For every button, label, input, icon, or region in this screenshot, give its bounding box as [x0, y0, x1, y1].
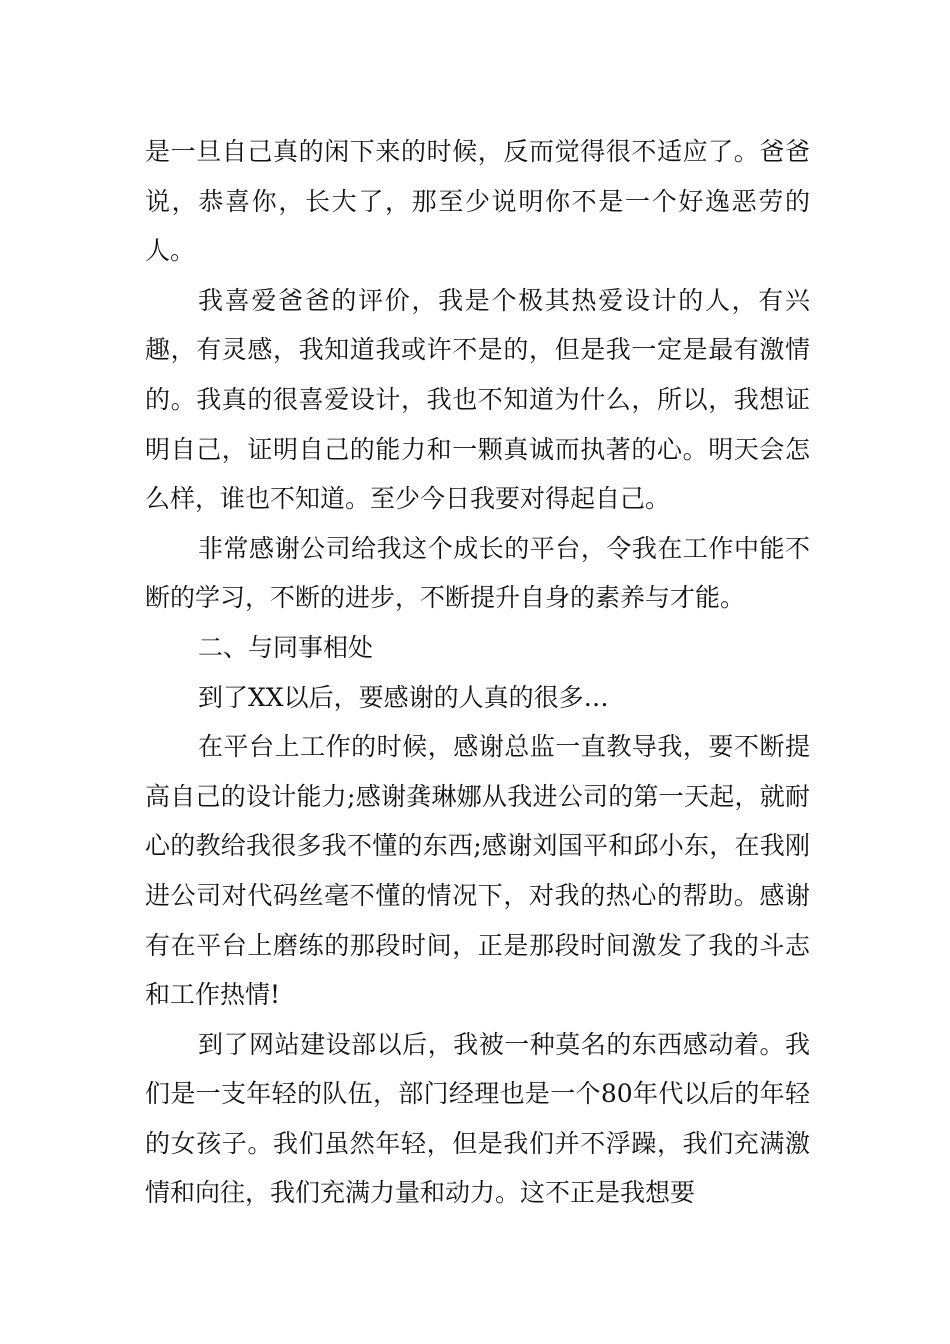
- paragraph-website-dept: 到了网站建设部以后，我被一种莫名的东西感动着。我们是一支年轻的队伍，部门经理也是一个80年代以后的年轻的女孩子。我们虽然年轻，但是我们并不浮躁，我们充满激情和向往，我们充满力量和动力。这不正是我想要: [145, 1029, 810, 1208]
- paragraph-design-passion: 我喜爱爸爸的评价，我是个极其热爱设计的人，有兴趣，有灵感，我知道我或许不是的，但是我一定是最有激情的。我真的很喜爱设计，我也不知道为什么，所以，我想证明自己，证明自己的能力和一颗真诚而执著的心。明天会怎么样，谁也不知道。至少今日我要对得起自己。: [145, 285, 810, 514]
- paragraph-continuation: 是一旦自己真的闲下来的时候，反而觉得很不适应了。爸爸说，恭喜你，长大了，那至少说明你不是一个好逸恶劳的人。: [145, 137, 810, 266]
- paragraph-thanks-company: 非常感谢公司给我这个成长的平台，令我在工作中能不断的学习，不断的进步，不断提升自身的素养与才能。: [145, 533, 810, 613]
- paragraph-platform-thanks: 在平台上工作的时候，感谢总监一直教导我，要不断提高自己的设计能力;感谢龚琳娜从我进公司的第一天起，就耐心的教给我很多我不懂的东西;感谢刘国平和邱小东，在我刚进公司对代码丝毫不懂的情况下，对我的热心的帮助。感谢有在平台上磨练的那段时间，正是那段时间激发了我的斗志和工作热情!: [145, 732, 810, 1010]
- paragraph-many-thanks: 到了XX以后，要感谢的人真的很多…: [198, 682, 609, 712]
- section-heading-colleagues: 二、与同事相处: [198, 632, 374, 662]
- document-body: [145, 127, 810, 1218]
